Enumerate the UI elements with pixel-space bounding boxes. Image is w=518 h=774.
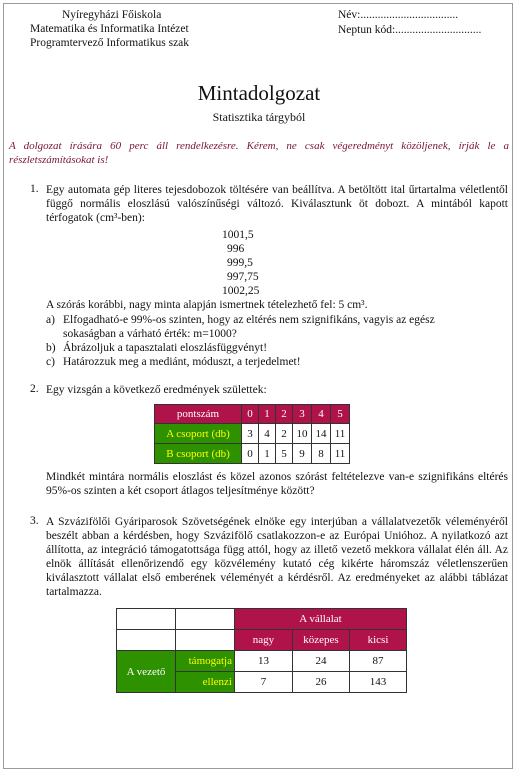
subitem-a-text: sokaságban a várható érték: m=1000?: [63, 328, 237, 340]
empty-cell: [117, 609, 176, 630]
institution-line-3: Programtervező Informatikus szak: [30, 37, 190, 49]
size-header-cell: kicsi: [350, 630, 407, 651]
company-header: A vállalat: [235, 609, 407, 630]
header-cell: 2: [276, 405, 293, 424]
size-header-cell: közepes: [293, 630, 350, 651]
intro-instructions: A dolgozat írására 60 perc áll rendelkezésre. Kérem, ne csak végeredményt közöljenek, írják le a részletszámításokat is!: [9, 140, 509, 166]
table-cell: 2: [276, 424, 293, 444]
header-cell: 0: [242, 405, 259, 424]
table-header-row: [155, 405, 350, 424]
table-cell: 24: [293, 651, 350, 672]
subitem-a-text: Elfogadható-e 99%-os szinten, hogy az eltérés nem szignifikáns, vagyis az egész: [63, 314, 435, 326]
subitem-c-label: c): [46, 356, 55, 368]
table-cell: 11: [331, 424, 350, 444]
question-2-followup: Mindkét mintára normális eloszlást és közel azonos szórást feltételezve van-e szignifikáns eltérés 95%-os szinten a két csoport átlagos teljesítménye között?: [46, 471, 508, 497]
table-row: [155, 444, 350, 464]
table-cell: 26: [293, 672, 350, 693]
size-header-cell: nagy: [235, 630, 293, 651]
row-label: ellenzi: [176, 672, 235, 693]
exam-results-table: [154, 404, 350, 464]
question-3-number: 3.: [30, 515, 39, 527]
table-cell: 9: [293, 444, 312, 464]
institution-line-2: Matematika és Informatika Intézet: [30, 23, 189, 35]
header-cell: 4: [312, 405, 331, 424]
table-cell: 143: [350, 672, 407, 693]
header-cell: 5: [331, 405, 350, 424]
question-2-number: 2.: [30, 383, 39, 395]
question-3-text: A Szvázifölői Gyáriparosok Szövetségének elnöke egy interjúban a vállalatvezetők véleményéről beszélt abban a kérdésben, hogy Szvázifölő csatlakozzon-e az Európai Unióhoz. A nyilatkozó azt állította, az integráció támogatottsága függ attól, hogy az illető vezető mekkora vállalat élén áll. Az elnök állítását ellenőrizendő egy közvélemény kutató cég kikérte háromszáz véletlenszerűen kiválasztott vállalat első emberének véleményét a kérdésről. Az eredményeket az alábbi táblázat tartalmazza.: [46, 516, 508, 598]
empty-cell: [176, 609, 235, 630]
subitem-c-text: Határozzuk meg a mediánt, móduszt, a terjedelmet!: [63, 356, 301, 368]
table-cell: 4: [259, 424, 276, 444]
row-group-label: A vezető: [117, 651, 176, 693]
page-title: Mintadolgozat: [197, 81, 321, 105]
question-1-text: Egy automata gép literes tejesdobozok töltésére van beállítva. A betöltött ital űrtartalma véletlentől függő normális eloszlású valószínűségi változó. Kiválasztunk öt dobozt. A mintából kapott térfogatok (cm³-ben):: [46, 184, 508, 224]
empty-cell: [117, 630, 176, 651]
table-cell: 11: [331, 444, 350, 464]
question-1-number: 1.: [30, 183, 39, 195]
subitem-b-text: Ábrázoljuk a tapasztalati eloszlásfüggvényt!: [63, 342, 268, 354]
subitem-a-label: a): [46, 314, 55, 326]
institution-line-1: Nyíregyházi Főiskola: [62, 9, 162, 21]
header-cell: 1: [259, 405, 276, 424]
table-cell: 8: [312, 444, 331, 464]
table-cell: 87: [350, 651, 407, 672]
row-label: támogatja: [176, 651, 235, 672]
table-cell: 3: [242, 424, 259, 444]
table-row: [117, 651, 407, 672]
sample-value: 999,5: [227, 257, 253, 269]
table-row: [155, 424, 350, 444]
table-header-row: [117, 609, 407, 630]
table-cell: 10: [293, 424, 312, 444]
table-header-row: [117, 630, 407, 651]
sample-value: 996: [227, 243, 245, 255]
header-cell: pontszám: [155, 405, 242, 424]
table-cell: 5: [276, 444, 293, 464]
name-field-label: Név:..................................: [338, 9, 459, 21]
table-cell: 0: [242, 444, 259, 464]
neptun-code-field-label: Neptun kód:..............................: [338, 24, 482, 36]
table-cell: 1: [259, 444, 276, 464]
sample-value: 1001,5: [222, 229, 254, 241]
table-cell: 14: [312, 424, 331, 444]
question-2-text: Egy vizsgán a következő eredmények születtek:: [46, 384, 267, 396]
page-subtitle: Statisztika tárgyból: [212, 110, 306, 124]
question-1-note: A szórás korábbi, nagy minta alapján ismertnek tételezhető fel: 5 cm³.: [46, 299, 368, 311]
row-label: A csoport (db): [155, 424, 242, 444]
survey-table: [116, 608, 407, 693]
table-cell: 13: [235, 651, 293, 672]
subitem-b-label: b): [46, 342, 56, 354]
sample-value: 997,75: [227, 271, 259, 283]
sample-value: 1002,25: [222, 285, 260, 297]
empty-cell: [176, 630, 235, 651]
row-label: B csoport (db): [155, 444, 242, 464]
table-cell: 7: [235, 672, 293, 693]
header-cell: 3: [293, 405, 312, 424]
